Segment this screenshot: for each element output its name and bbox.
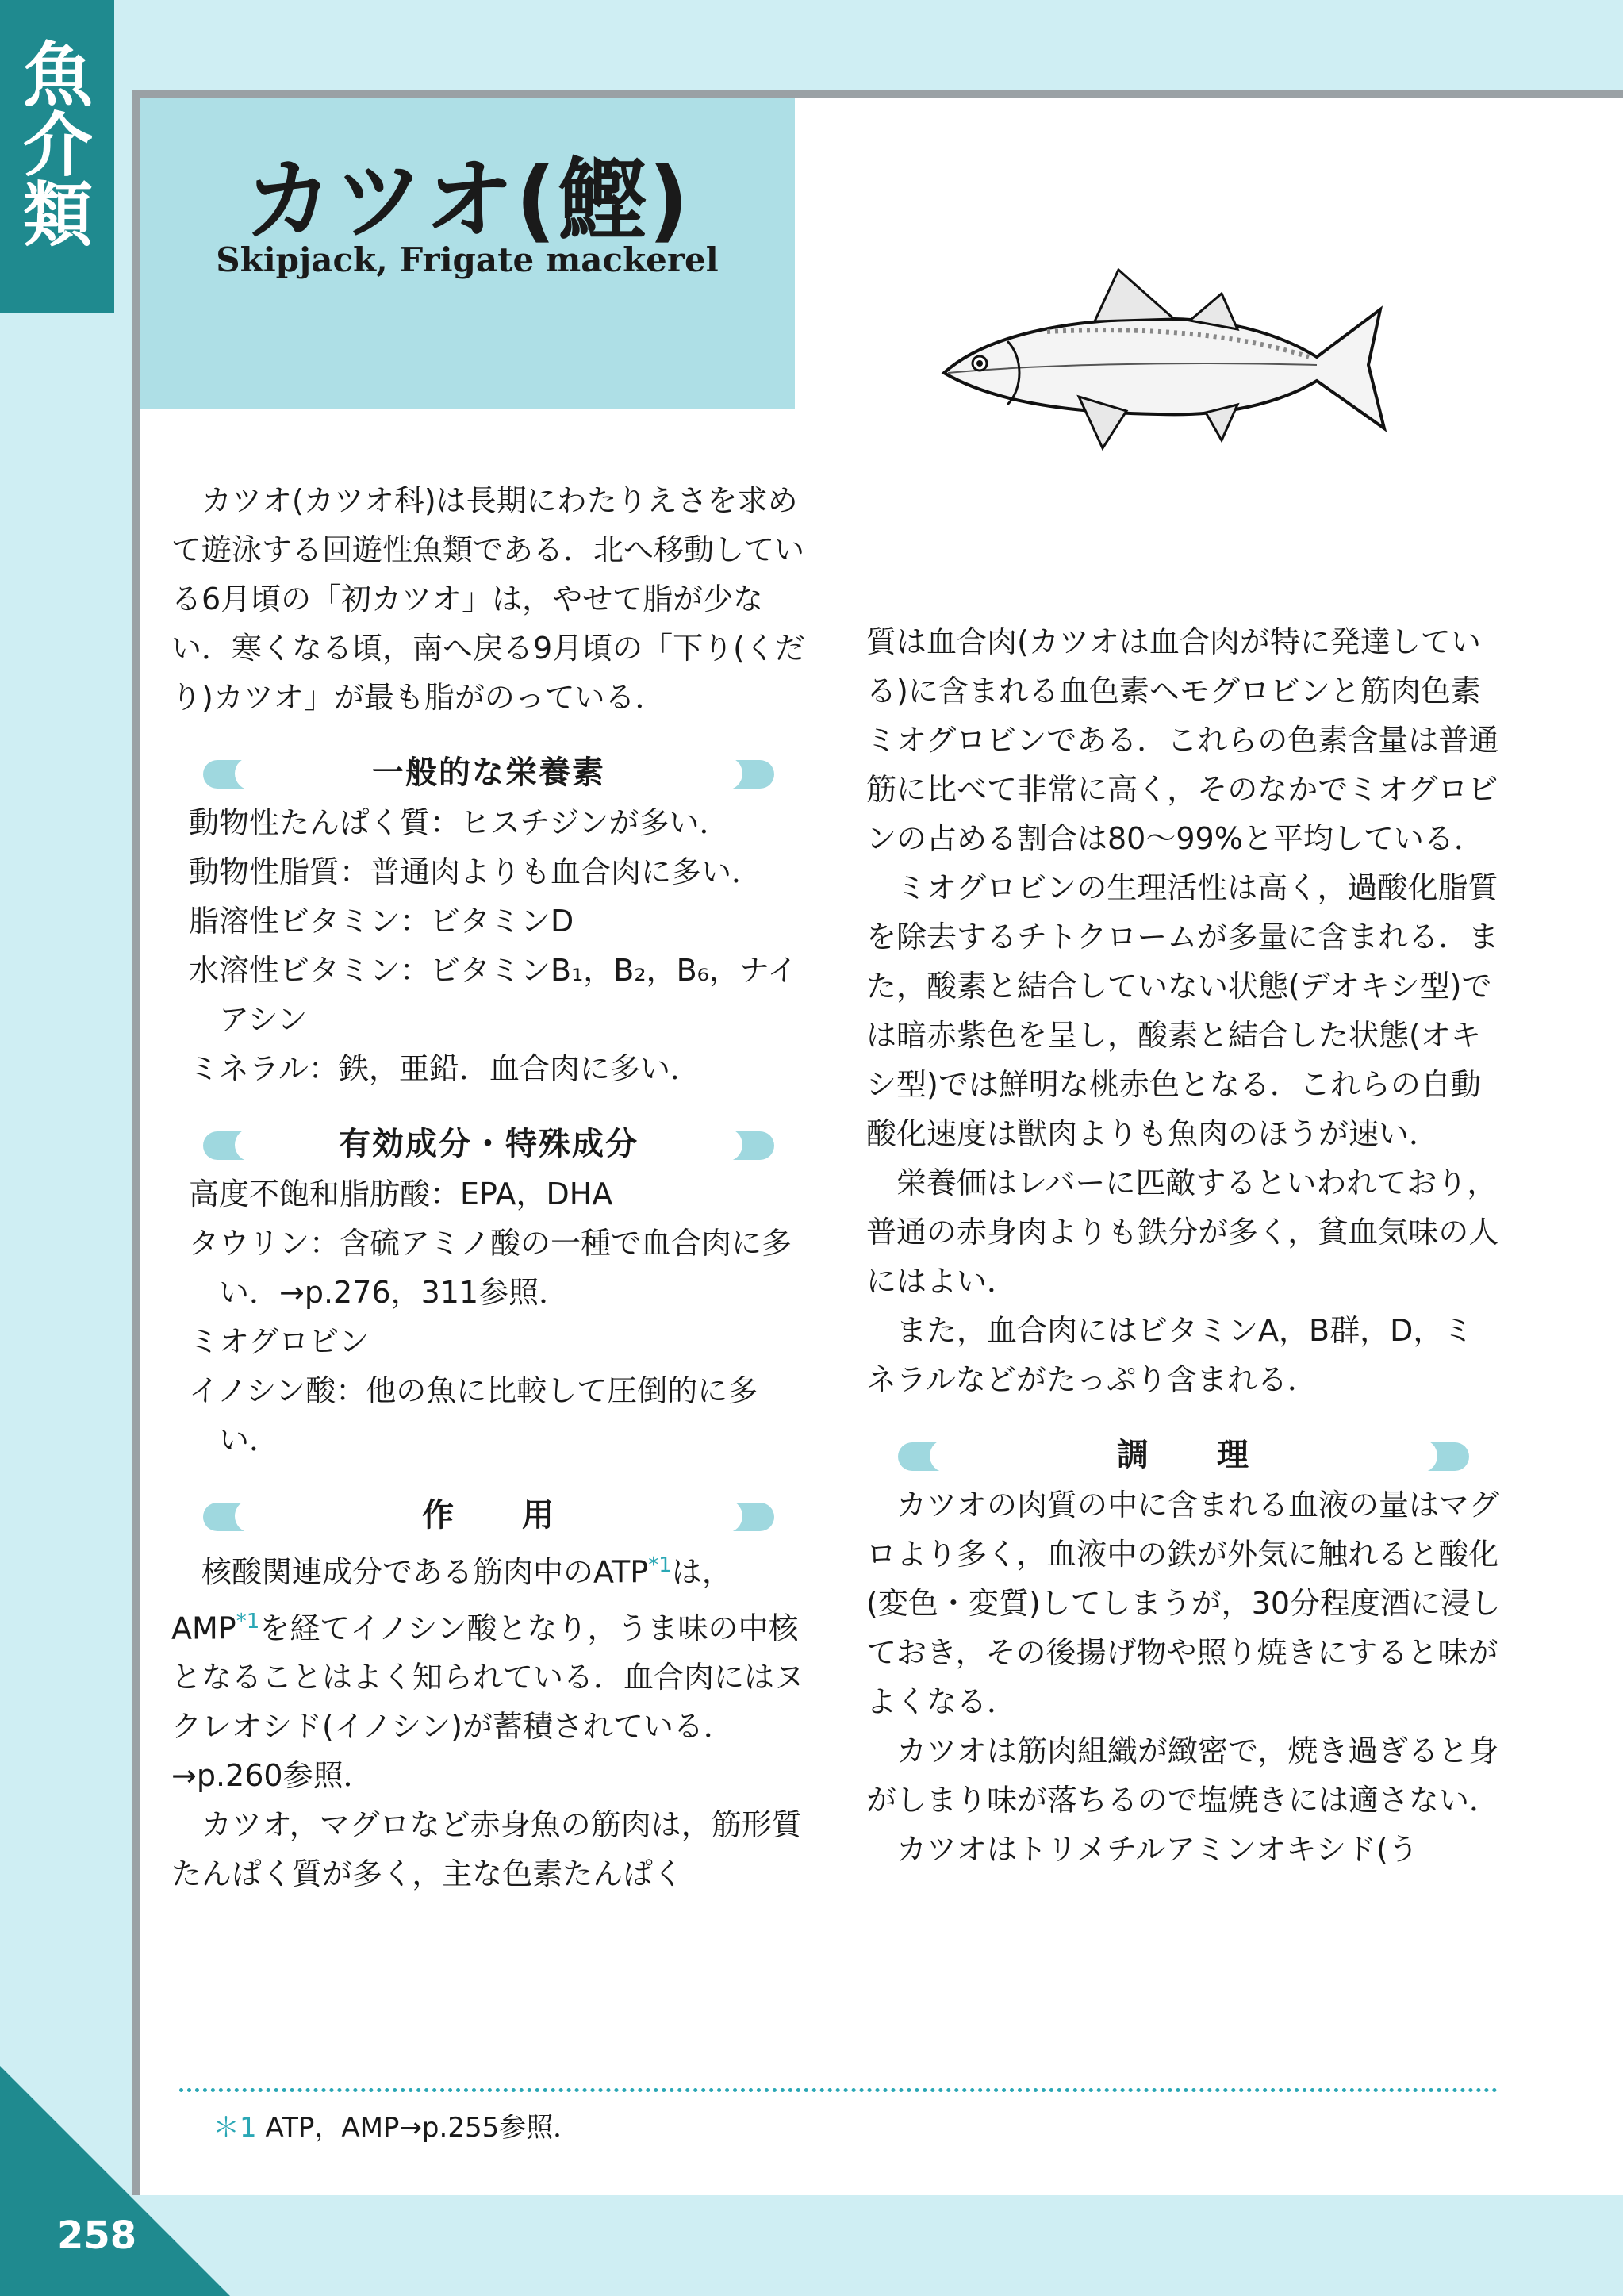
intro-paragraph: カツオ(カツオ科)は長期にわたりえさを求めて遊泳する回遊性魚類である．北へ移動している6月頃の「初カツオ」は，やせて脂が少ない．寒くなる頃，南へ戻る9月頃の「下り(くだり)カツオ」が最も脂がのっている． (171, 483, 806, 715)
section-title: 有効成分・特殊成分 (339, 1126, 639, 1162)
list-item: 動物性脂質：普通肉よりも血合肉に多い． (189, 854, 762, 889)
paragraph: カツオの肉質の中に含まれる血液の量はマグロより多く，血液中の鉄が外気に触れると酸化(変色・変質)してしまうが，30分程度酒に浸しておき，その後揚げ物や照り焼きにすると味がよくなる． (866, 1488, 1502, 1719)
list-item: ミオグロビン (189, 1324, 370, 1359)
section-title: 一般的な栄養素 (372, 754, 605, 791)
action-paragraph: 核酸関連成分である筋肉中のATP$^{*1}$は，AMP$^{*1}$を経てイノシン酸となり，うま味の中核となることはよく知られている．血合肉にはヌクレオシド(イノシン)が蓄積されている．→p.260参照． (171, 1553, 805, 1794)
left-column (171, 476, 806, 1899)
page-number: 258 (57, 2213, 137, 2258)
paragraph: また，血合肉にはビタミンA，B群，D，ミネラルなどがたっぷり含まれる． (866, 1313, 1474, 1397)
title-japanese: カツオ(鰹) (244, 149, 691, 252)
action-paragraph-2: カツオ，マグロなど赤身魚の筋肉は，筋形質たんぱく質が多く，主な色素たんぱく (171, 1807, 802, 1892)
list-item: 高度不飽和脂肪酸：EPA，DHA (189, 1177, 613, 1211)
title-english: Skipjack, Frigate mackerel (216, 240, 719, 279)
section-header-special (171, 1123, 806, 1161)
list-item: タウリン：含硫アミノ酸の一種で血合肉に多い．→p.276，311参照． (189, 1226, 792, 1310)
fish-illustration (936, 262, 1412, 468)
section-header-nutrients (171, 752, 806, 790)
side-tab-label: 魚介類 (12, 38, 94, 248)
list-item: ミネラル：鉄，亜鉛．血合肉に多い． (189, 1051, 700, 1086)
side-tab (0, 0, 114, 313)
footnote-divider (179, 2088, 1498, 2092)
paragraph: カツオは筋肉組織が緻密で，焼き過ぎると身がしまり味が落ちるので塩焼きには適さない． (866, 1734, 1500, 1818)
paragraph: ミオグロビンの生理活性は高く，過酸化脂質を除去するチトクロームが多量に含まれる．また，酸素と結合していない状態(デオキシ型)では暗赤紫色を呈し，酸素と結合した状態(オキシ型)では鮮明な桃赤色となる．これらの自動酸化速度は獣肉よりも魚肉のほうが速い． (866, 870, 1499, 1151)
paragraph: 質は血合肉(カツオは血合肉が特に発達している)に含まれる血色素ヘモグロビンと筋肉色素ミオグロビンである．これらの色素含量は普通筋に比べて非常に高く，そのなかでミオグロビンの占める割合は80〜99%と平均している． (866, 624, 1499, 856)
footnote-text: ATP，AMP→p.255参照． (265, 2112, 581, 2144)
footnote-mark: ＊1 (213, 2112, 257, 2144)
list-item: 動物性たんぱく質：ヒスチジンが多い． (189, 805, 730, 840)
footnote (213, 2106, 580, 2144)
list-item: イノシン酸：他の魚に比較して圧倒的に多い． (189, 1373, 758, 1457)
section-title: 作 用 (422, 1497, 555, 1534)
paragraph: カツオはトリメチルアミンオキシド(う (896, 1832, 1418, 1867)
footnote-ref[interactable]: *1 (236, 1609, 260, 1634)
right-column (866, 617, 1501, 1874)
list-item: 水溶性ビタミン：ビタミンB₁，B₂，B₆，ナイアシン (189, 953, 798, 1037)
section-title: 調 理 (1117, 1437, 1250, 1473)
title-box (140, 98, 795, 409)
section-header-action (171, 1495, 806, 1533)
section-header-cooking (866, 1434, 1501, 1472)
list-item: 脂溶性ビタミン：ビタミンD (189, 904, 574, 939)
paragraph: 栄養価はレバーに匹敵するといわれており，普通の赤身肉よりも鉄分が多く，貧血気味の人にはよい． (866, 1165, 1499, 1299)
footnote-ref[interactable]: *1 (648, 1553, 672, 1577)
